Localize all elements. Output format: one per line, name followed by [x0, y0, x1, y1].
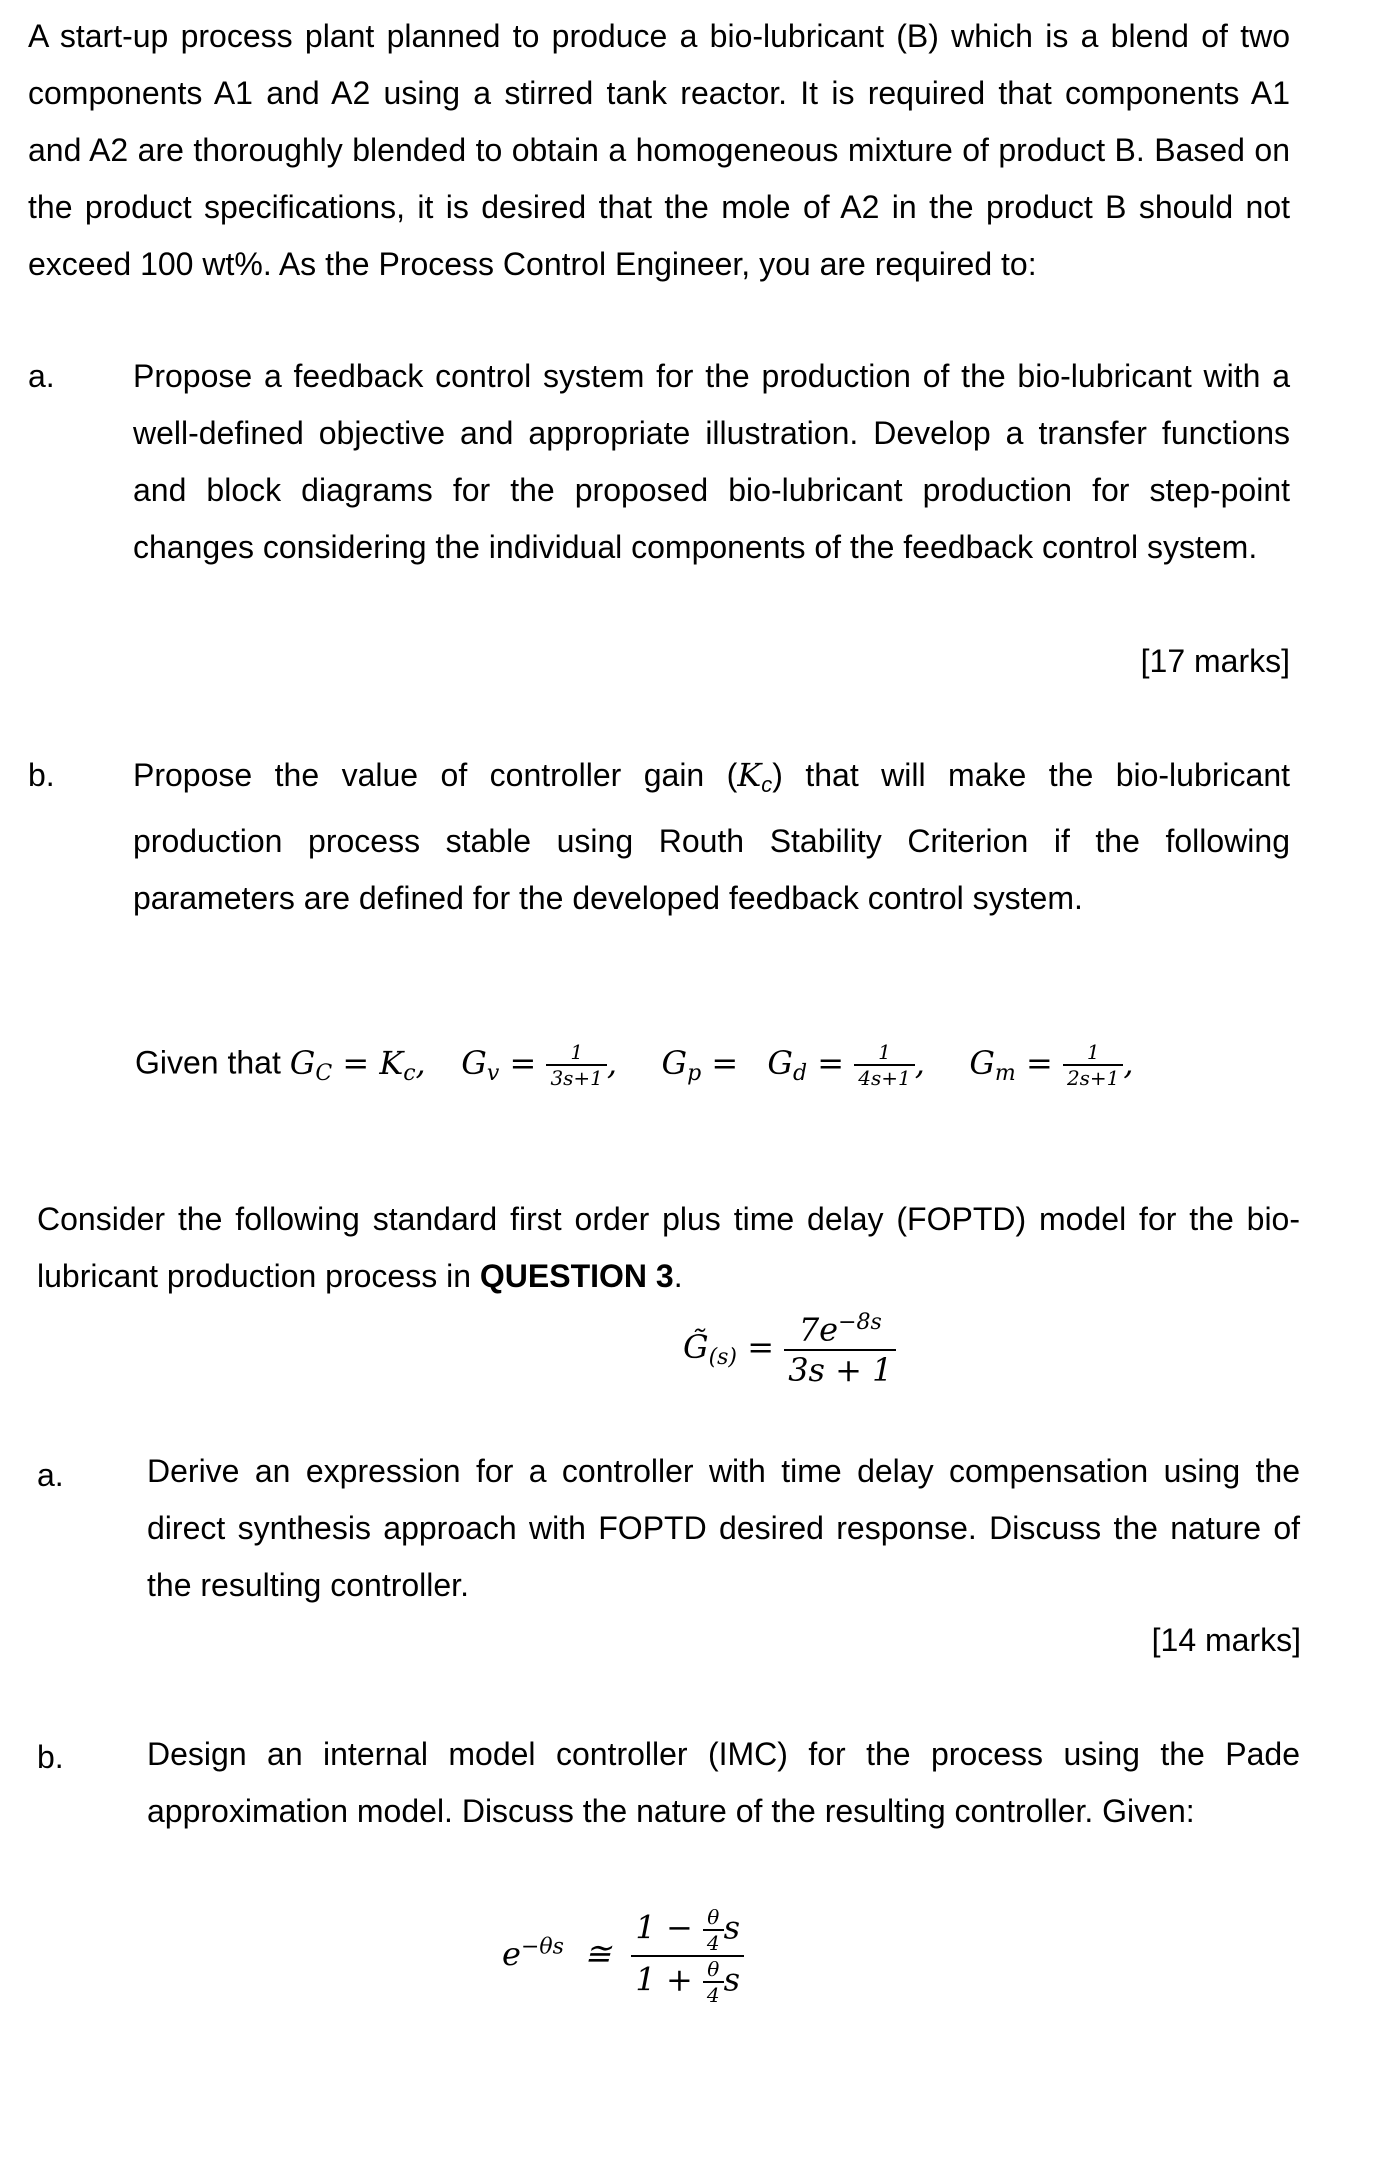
part2-intro-period: . [673, 1258, 683, 1294]
kc-subscript: c [761, 772, 773, 797]
part2-intro [37, 1191, 1300, 1305]
eq-gv: $G_v$ = $\frac{1}{3s+1}$ , [461, 1040, 618, 1090]
question-ref: QUESTION 3 [479, 1258, 674, 1294]
foptd-model-equation: $G̃_{(s)}$ = $\frac{7e^{-8s}}{3s + 1}$ [683, 1310, 896, 1389]
part1-a-label: a. [28, 358, 55, 394]
given-prefix: Given that [135, 1044, 281, 1081]
pade-approx-sign: ≅ [584, 1934, 612, 1973]
pade-approximation [502, 1905, 744, 2007]
part1-b-text-pre: Propose the value of controller gain ( [133, 757, 738, 793]
intro-paragraph: A start-up process plant planned to produce a bio-lubricant (B) which is a blend of two components A1 and A2 using a stirred tank reactor. It is required that components A1 and A2 are thoroughly blended to obtain a homogeneous mixture of product B. Based on the product specifications, it is desired that the mole of A2 in the product B should not exceed 100 wt%. As the Process Control Engineer, you are required to: [28, 18, 1290, 282]
part2-a-marks: [14 marks] [1151, 1622, 1301, 1658]
model-lhs: $G̃_{(s)}$ [683, 1327, 738, 1370]
kc-symbol: K [737, 756, 762, 794]
eq-gp: $G_p$ = [661, 1043, 759, 1086]
model-fraction: $\frac{7e^{-8s}}{3s + 1}$ [784, 1310, 896, 1389]
part2-intro-text: Consider the following standard first order plus time delay (FOPTD) model for the bio-lubricant production process in [37, 1201, 1300, 1294]
pade-lhs: $e^{-\theta s}$ [502, 1933, 564, 1973]
part2-a-label: a. [37, 1457, 64, 1493]
eq-gm: $G_m$ = $\frac{1}{2s+1}$ , [969, 1040, 1134, 1090]
eq-gd: $G_d$ = $\frac{1}{4s+1}$ , [767, 1040, 925, 1090]
part1-a-text: Propose a feedback control system for the production of the bio-lubricant with a well-defined objective and appropriate illustration. Develop a transfer functions and block diagrams for the proposed bio-lubricant production for step-point changes considering the individual components of the feedback control system. [133, 358, 1290, 565]
part1-b-text [133, 747, 1290, 927]
given-equations [135, 1040, 1134, 1090]
part1-a-marks: [17 marks] [1140, 643, 1290, 679]
part2-b-text: Design an internal model controller (IMC) for the process using the Pade approximation model. Discuss the nature of the resulting controller. Given: [147, 1736, 1300, 1829]
part1-b-text-post: ) that will make the bio-lubricant production process stable using Routh Stability Criterion if the following parameters are defined for the developed feedback control system. [133, 757, 1291, 916]
part1-b-label: b. [28, 757, 55, 793]
pade-fraction: 1 − $\frac{\theta}{4}$ s 1 + $\frac{\theta}{4}$ s [631, 1905, 744, 2007]
part2-a-text: Derive an expression for a controller with time delay compensation using the direct synthesis approach with FOPTD desired response. Discuss the nature of the resulting controller. [147, 1453, 1300, 1603]
eq-gc: $G_C = K_c$, [289, 1043, 426, 1086]
part2-b-label: b. [37, 1739, 64, 1775]
